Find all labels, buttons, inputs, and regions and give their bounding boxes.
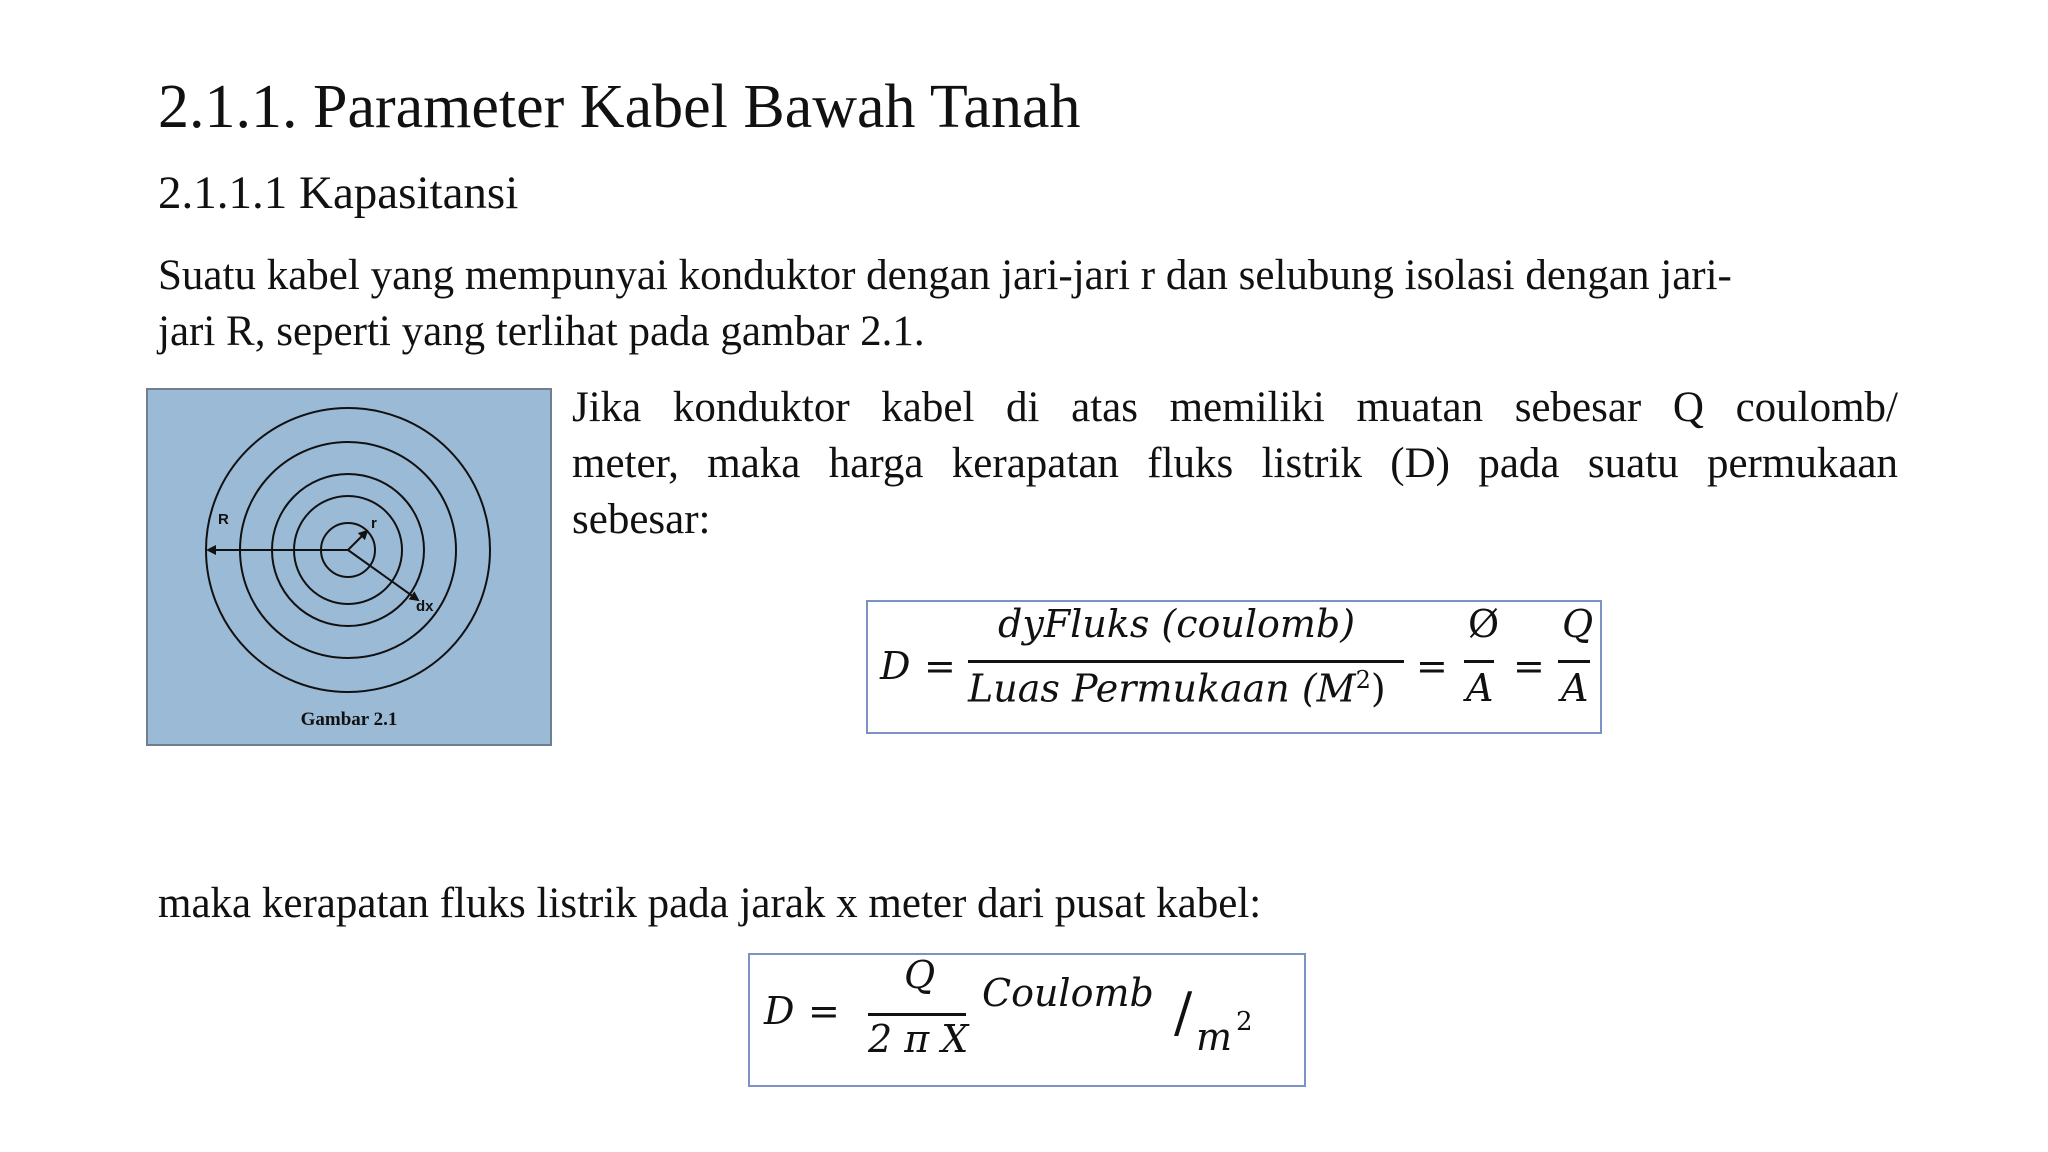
eq2-equals: = <box>808 989 840 1033</box>
label-R: R <box>218 511 229 528</box>
subsection-heading: 2.1.1.1 Kapasitansi <box>158 167 519 219</box>
body-line-2: meter, maka harga kerapatan fluks listrik (D) pada suatu permukaan <box>572 440 1898 487</box>
label-r: r <box>371 515 377 532</box>
eq1-frac2-numerator: Ø <box>1468 602 1500 646</box>
figure-caption: Gambar 2.1 <box>300 709 398 730</box>
eq1-frac1-numerator: dyFluks (coulomb) <box>998 602 1356 646</box>
body-line-3: sebesar: <box>572 496 711 543</box>
eq1-frac3-bar <box>1558 660 1590 663</box>
eq2-unit-numerator: Coulomb <box>982 971 1154 1015</box>
body-paragraph <box>572 380 1898 548</box>
equation-flux-density-box <box>866 600 1602 734</box>
intro-line-1: Suatu kabel yang mempunyai konduktor dengan jari-jari r dan selubung isolasi dengan jari- <box>158 252 1732 299</box>
eq1-equals-2: = <box>1416 644 1448 688</box>
eq1-frac1-den-close: ) <box>1370 666 1386 711</box>
eq2-unit-superscript: 2 <box>1236 1007 1253 1037</box>
eq1-frac1-denominator <box>968 666 1386 711</box>
cable-diagram <box>148 390 550 744</box>
cable-cross-section-figure <box>146 388 552 746</box>
eq2-lhs: D <box>764 989 795 1033</box>
eq2-numerator: Q <box>904 953 936 997</box>
body-line-1: Jika konduktor kabel di atas memiliki muatan sebesar Q coulomb/ <box>572 384 1898 431</box>
eq1-equals-3: = <box>1513 644 1545 688</box>
eq2-unit-denominator: m <box>1196 1015 1233 1059</box>
eq1-frac2-denominator: A <box>1466 666 1494 710</box>
eq1-lhs: D <box>880 644 911 688</box>
intro-paragraph <box>158 248 1898 360</box>
eq1-frac3-denominator: A <box>1561 666 1589 710</box>
eq2-unit-slash: / <box>1174 981 1193 1044</box>
intro-line-2: jari R, seperti yang terlihat pada gambar 2.1. <box>158 308 925 355</box>
radius-r-arrow <box>348 531 367 550</box>
eq1-equals-1: = <box>924 644 956 688</box>
eq1-frac1-den-sup: 2 <box>1355 666 1371 694</box>
section-heading: 2.1.1. Parameter Kabel Bawah Tanah <box>158 73 1081 141</box>
label-dx: dx <box>416 598 434 615</box>
eq2-denominator: 2 π X <box>868 1017 969 1061</box>
equation-flux-at-distance-box <box>748 953 1306 1087</box>
eq2-fraction-bar <box>868 1013 966 1016</box>
eq1-frac3-numerator: Q <box>1562 602 1594 646</box>
eq1-frac2-bar <box>1464 660 1494 663</box>
eq1-frac1-bar <box>968 660 1404 663</box>
eq1-frac1-den-main: Luas Permukaan (M <box>968 666 1356 711</box>
closing-sentence: maka kerapatan fluks listrik pada jarak x meter dari pusat kabel: <box>158 880 1262 927</box>
